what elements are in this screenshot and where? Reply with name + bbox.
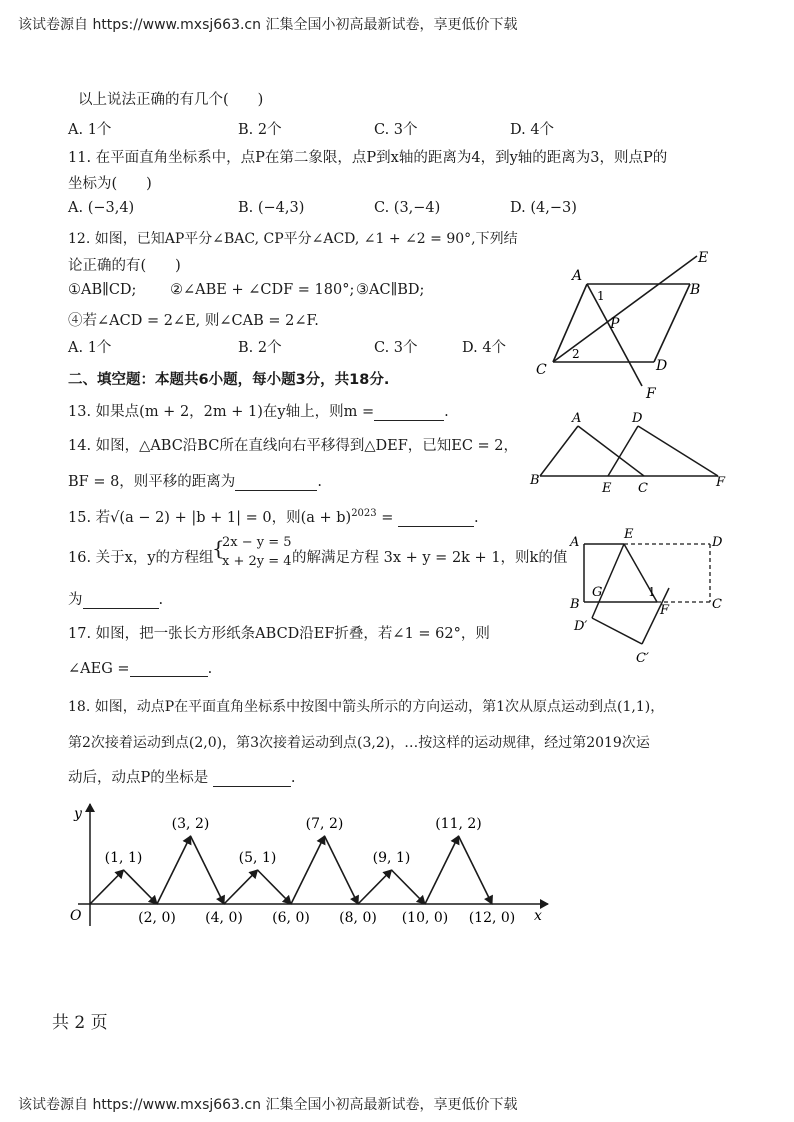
path-segment-11 (425, 836, 459, 904)
q18-line1: 18. 如图，动点P在平面直角坐标系中按图中箭头所示的方向运动，第1次从原点运动到点(1,1)， (68, 699, 665, 715)
q17-blank[interactable] (130, 660, 208, 677)
path-segment-10 (392, 870, 426, 904)
q15-blank[interactable] (398, 510, 474, 527)
q16-condition: 的解满足方程 3x + y = 2k + 1，则k的值 (292, 550, 568, 566)
line-df (638, 426, 718, 476)
q17-figure (562, 526, 732, 666)
page-header: 该试卷源自 https://www.mxsj663.cn 汇集全国小初高最新试卷，享更低价下载 (18, 17, 518, 33)
q11-option-c: C. (3,−4) (374, 200, 441, 216)
q16-eq2: x + 2y = 4 (222, 554, 292, 569)
q14-line2 (68, 470, 322, 491)
label-b: B (570, 597, 580, 612)
point-label-2: (2, 0) (138, 910, 176, 926)
q11-option-b: B. (−4,3) (238, 200, 305, 216)
point-label-4: (4, 0) (205, 910, 243, 926)
path-segment-8 (325, 836, 359, 904)
q18-line3 (68, 766, 295, 787)
q17-line1: 17. 如图，把一张长方形纸条ABCD沿EF折叠，若∠1 = 62°，则 (68, 626, 490, 642)
point-labels (105, 816, 516, 926)
path-segment-3 (157, 836, 191, 904)
label-d: D (632, 411, 643, 426)
path-segment-6 (258, 870, 292, 904)
line-bd (654, 284, 690, 362)
q14-figure (528, 408, 728, 498)
q18-end: . (290, 770, 296, 786)
section-title: 二、填空题：本题共6小题，每小题3分，共18分. (68, 372, 390, 388)
q16-line2 (68, 588, 163, 609)
q12-option-c: C. 3个 (374, 340, 418, 356)
label-b: B (530, 473, 540, 488)
q10-option-c: C. 3个 (374, 122, 418, 138)
origin-label: O (70, 908, 82, 924)
q10-option-b: B. 2个 (238, 122, 282, 138)
point-label-11: (11, 2) (435, 816, 482, 832)
path-segment-9 (358, 870, 392, 904)
label-e: E (698, 250, 709, 266)
label-f: F (716, 475, 726, 490)
x-axis-label: x (534, 908, 542, 924)
label-a: A (572, 268, 583, 284)
q16-text: 16. 关于x，y的方程组 (68, 550, 214, 566)
label-c: C (638, 481, 648, 496)
q15-end: . (474, 510, 479, 526)
q14-blank[interactable] (235, 474, 317, 491)
q11-line1: 11. 在平面直角坐标系中，点P在第二象限，点P到x轴的距离为4，到y轴的距离为3，则点P的 (68, 150, 668, 166)
point-label-6: (6, 0) (272, 910, 310, 926)
label-angle-1: 1 (648, 585, 656, 599)
q17-line2 (68, 660, 212, 677)
q14-end: . (317, 474, 322, 490)
q16-end: . (158, 592, 164, 608)
q13-text: 13. 如果点(m + 2，2m + 1)在y轴上，则m = (68, 404, 375, 420)
q12-option-a: A. 1个 (68, 340, 112, 356)
q16-brace: { (212, 536, 225, 560)
label-b: B (690, 282, 701, 298)
page-footer: 该试卷源自 https://www.mxsj663.cn 汇集全国小初高最新试卷，享更低价下载 (18, 1097, 518, 1113)
q13-line (68, 400, 449, 421)
q14-line1: 14. 如图，△ABC沿BC所在直线向右平移得到△DEF，已知EC = 2， (68, 438, 519, 454)
q12-statement-1: ①AB∥CD; (68, 282, 137, 298)
label-e: E (602, 481, 612, 496)
q12-statement-3: ③AC∥BD; (356, 282, 425, 298)
q18-line2: 第2次接着运动到点(2,0)，第3次接着运动到点(3,2)，…按这样的运动规律，经过第2019次运 (68, 735, 650, 751)
q12-statement-4: ④若∠ACD = 2∠E, 则∠CAB = 2∠F. (68, 313, 319, 329)
point-label-3: (3, 2) (171, 816, 210, 832)
label-d: D (712, 535, 723, 550)
q16-eq1: 2x − y = 5 (222, 535, 292, 550)
q17-end: . (207, 661, 213, 677)
q12-figure (530, 244, 730, 404)
path-segment-4 (191, 836, 225, 904)
point-label-1: (1, 1) (104, 850, 143, 866)
point-label-5: (5, 1) (238, 850, 277, 866)
q17-text: ∠AEG = (68, 661, 130, 677)
path-segments (90, 836, 492, 904)
q11-option-d: D. (4,−3) (510, 200, 577, 216)
q18-blank[interactable] (213, 770, 291, 787)
point-label-9: (9, 1) (372, 850, 411, 866)
label-c: C (712, 597, 722, 612)
q15-text: 15. 若√(a − 2) + |b + 1| = 0，则(a + b) (68, 510, 352, 526)
q10-stem: 以上说法正确的有几个( ) (78, 92, 264, 108)
label-a: A (572, 411, 582, 426)
q12-option-d: D. 4个 (462, 340, 507, 356)
q15-exponent: 2023 (351, 508, 377, 520)
q10-option-d: D. 4个 (510, 122, 555, 138)
y-axis-label: y (74, 806, 82, 822)
path-segment-7 (291, 836, 325, 904)
q16-text2: 为 (68, 592, 83, 608)
line-ba (540, 426, 578, 476)
label-d: D (656, 358, 668, 374)
line-dp-cp (592, 618, 642, 644)
line-af (587, 284, 642, 386)
label-c: C (536, 362, 547, 378)
q12-statement-2: ②∠ABE + ∠CDF = 180°; (170, 282, 355, 298)
q18-figure (60, 796, 560, 936)
path-segment-1 (90, 870, 124, 904)
q18-text: 动后，动点P的坐标是 (68, 770, 209, 786)
q15-equals: = (376, 510, 399, 526)
label-g: G (592, 585, 603, 600)
label-d-prime: D′ (574, 619, 588, 634)
q12-line1: 12. 如图，已知AP平分∠BAC, CP平分∠ACD, ∠1 + ∠2 = 90°,下列结 (68, 231, 518, 247)
point-label-12: (12, 0) (468, 910, 516, 926)
page-count: 共 2 页 (52, 1013, 108, 1033)
point-label-7: (7, 2) (305, 816, 344, 832)
label-angle-2: 2 (572, 347, 580, 361)
label-a: A (570, 535, 580, 550)
label-e: E (624, 527, 634, 542)
point-label-10: (10, 0) (401, 910, 449, 926)
label-c-prime: C′ (636, 651, 649, 666)
q16-blank[interactable] (83, 592, 159, 609)
q11-line2: 坐标为( ) (68, 176, 152, 192)
label-angle-1: 1 (597, 289, 605, 303)
label-f: F (660, 603, 670, 618)
point-label-8: (8, 0) (339, 910, 377, 926)
q14-text: BF = 8，则平移的距离为 (68, 474, 236, 490)
q10-option-a: A. 1个 (68, 122, 112, 138)
q12-option-b: B. 2个 (238, 340, 282, 356)
line-ed-prime (592, 544, 624, 618)
q15-line (68, 506, 479, 527)
label-p: P (610, 316, 620, 332)
path-segment-2 (124, 870, 158, 904)
q12-line2: 论正确的有( ) (68, 258, 181, 274)
q13-end: . (444, 404, 449, 420)
q13-blank[interactable] (374, 404, 444, 421)
path-segment-12 (459, 836, 493, 904)
label-f: F (646, 386, 656, 402)
q11-option-a: A. (−3,4) (68, 200, 135, 216)
path-segment-5 (224, 870, 258, 904)
